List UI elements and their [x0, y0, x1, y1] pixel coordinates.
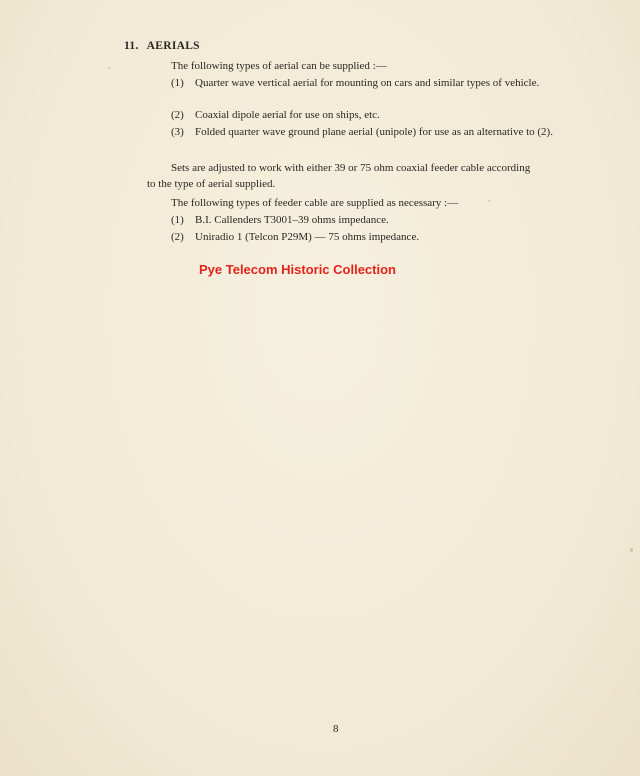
aerial-item-2	[171, 107, 585, 123]
paper-speck	[488, 200, 490, 202]
cable-paragraph-line-1: Sets are adjusted to work with either 39 or 75 ohm coaxial feeder cable according	[171, 162, 531, 174]
feeder-item-2-index: (2)	[171, 231, 184, 243]
aerial-item-2-index: (2)	[171, 109, 184, 121]
feeder-item-1-index: (1)	[171, 214, 184, 226]
aerial-item-3	[171, 124, 585, 156]
aerial-item-2-text: Coaxial dipole aerial for use on ships, etc.	[195, 109, 380, 121]
aerial-intro: The following types of aerial can be supplied :—	[171, 60, 387, 72]
aerial-item-1-index: (1)	[171, 77, 184, 89]
aerial-item-3-text: Folded quarter wave ground plane aerial (unipole) for use as an alternative to (2).	[195, 126, 553, 138]
paper-speck	[630, 548, 633, 552]
section-title: AERIALS	[146, 40, 200, 52]
section-number: 11.	[124, 40, 139, 52]
page-number: 8	[333, 723, 339, 735]
aerial-item-1	[171, 75, 585, 107]
feeder-item-2	[171, 229, 585, 245]
aerial-item-1-text: Quarter wave vertical aerial for mounting on cars and similar types of vehicle.	[195, 77, 540, 89]
paper-speck	[108, 67, 110, 69]
aerial-item-3-index: (3)	[171, 126, 184, 138]
feeder-item-2-text: Uniradio 1 (Telcon P29M) — 75 ohms impedance.	[195, 231, 420, 243]
feeder-item-1-text: B.I. Callenders T3001–39 ohms impedance.	[195, 214, 389, 226]
cable-paragraph-line-2: to the type of aerial supplied.	[147, 178, 276, 190]
feeder-intro: The following types of feeder cable are supplied as necessary :—	[171, 197, 459, 209]
section-heading	[124, 40, 200, 52]
collection-watermark: Pye Telecom Historic Collection	[199, 262, 396, 277]
feeder-item-1	[171, 212, 585, 228]
